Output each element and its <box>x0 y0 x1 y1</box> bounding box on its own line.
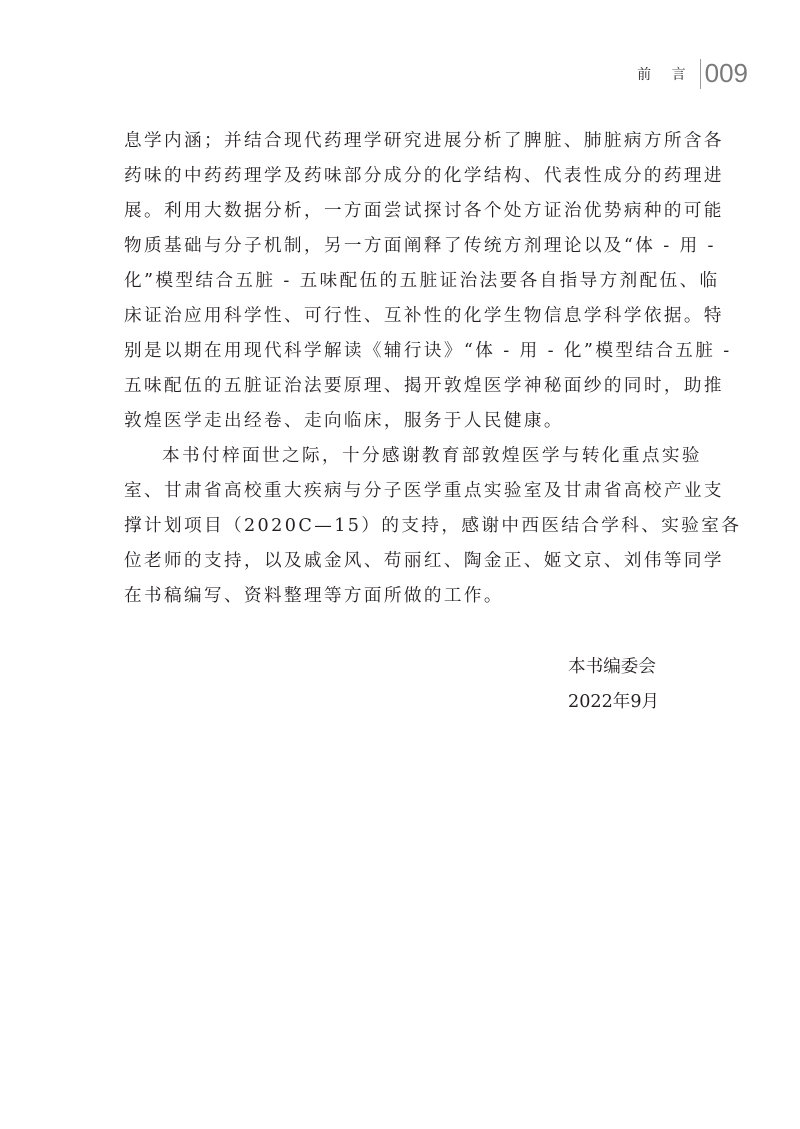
text-line: 位老师的支持，以及戚金风、苟丽红、陶金正、姬文京、刘伟等同学 <box>124 551 724 571</box>
text-line: 本书付梓面世之际，十分感谢教育部敦煌医学与转化重点实验 <box>162 446 702 466</box>
paragraph-2 <box>124 439 742 614</box>
section-title: 前 言 <box>637 66 694 83</box>
signature-author: 本书编委会 <box>568 657 656 677</box>
text-line: 在书稿编写、资料整理等方面所做的工作。 <box>124 586 504 606</box>
text-line: 息学内涵；并结合现代药理学研究进展分析了脾脏、肺脏病方所含各 <box>124 131 724 151</box>
text-line: 展。利用大数据分析，一方面尝试探讨各个处方证治优势病种的可能 <box>124 201 724 221</box>
header-divider <box>700 59 701 89</box>
paragraph-1 <box>124 124 732 439</box>
signature-block <box>568 650 659 720</box>
text-line: 药味的中药药理学及药味部分成分的化学结构、代表性成分的药理进 <box>124 166 724 186</box>
text-line: 敦煌医学走出经卷、走向临床，服务于人民健康。 <box>124 411 564 431</box>
text-line: 室、甘肃省高校重大疾病与分子医学重点实验室及甘肃省高校产业支 <box>124 481 724 501</box>
text-line: 撑计划项目（2020C—15）的支持，感谢中西医结合学科、实验室各 <box>124 516 742 536</box>
text-line: 床证治应用科学性、可行性、互补性的化学生物信息学科学依据。特 <box>124 306 724 326</box>
text-line: 化”模型结合五脏 - 五味配伍的五脏证治法要各自指导方剂配伍、临 <box>124 271 720 291</box>
page-number: 009 <box>704 58 748 88</box>
text-line: 五味配伍的五脏证治法要原理、揭开敦煌医学神秘面纱的同时，助推 <box>124 376 724 396</box>
page-body <box>124 124 742 614</box>
running-header <box>637 58 748 89</box>
signature-date: 2022年9月 <box>568 692 660 712</box>
text-line: 别是以期在用现代科学解读《辅行诀》“体 - 用 - 化”模型结合五脏 - <box>124 341 732 361</box>
text-line: 物质基础与分子机制，另一方面阐释了传统方剂理论以及“体 - 用 - <box>124 236 716 256</box>
